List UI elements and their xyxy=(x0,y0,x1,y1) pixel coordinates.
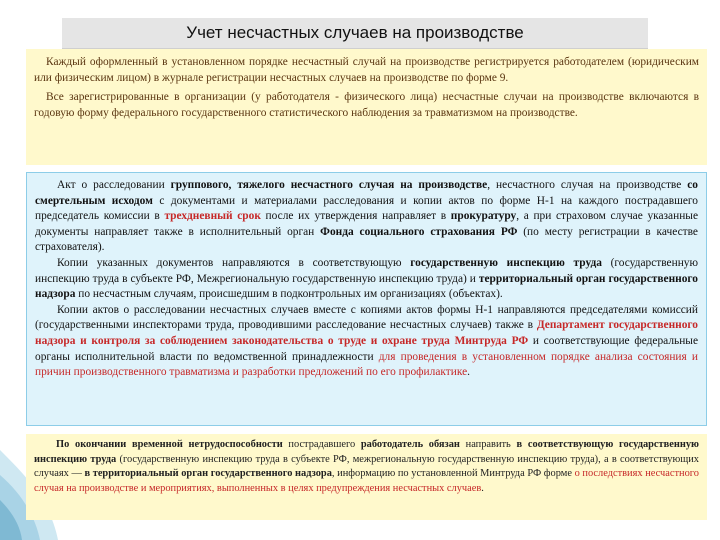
text-segment: , информацию по установленной Минтруда РФ форме xyxy=(331,468,575,480)
emphasis-segment: По окончании временной нетрудоспособности xyxy=(56,439,283,450)
text-segment: (государственную инспекцию труда в субъекте РФ, Межрегиональную государственную инспекцию труда) и xyxy=(35,256,699,285)
emphasis-segment: группового, тяжелого несчастного случая на производстве xyxy=(170,179,488,191)
emphasis-segment: территориальный орган государственного надзора xyxy=(35,272,698,301)
text-segment: Акт о расследовании xyxy=(57,179,171,191)
text-segment: пострадавшего xyxy=(282,439,361,450)
text-segment: , а при страховом случае указанные документы направляет также в исполнительный орган xyxy=(35,210,699,238)
slide-title xyxy=(62,18,648,49)
copies-paragraph xyxy=(35,256,698,303)
emphasis-segment: в территориальный орган государственного надзора xyxy=(84,468,332,480)
text-segment: по несчастным случаям, происшедшим в подконтрольных им организациях (объектах). xyxy=(75,288,503,301)
text-segment: с документами и материалами расследования и копии актов по форме Н-1 на каждого пострадавшего председатель комиссии в xyxy=(35,194,699,223)
slide-title-text: Учет несчастных случаев на производстве xyxy=(186,23,524,42)
investigation-act-box xyxy=(26,172,707,426)
text-segment: Копии актов о расследовании несчастных случаев вместе с копиями актов формы Н-1 направляются председателями комиссий (государственными инспекторами труда, проводившими расследование несчастных случаев) также в xyxy=(35,303,698,332)
text-segment: Копии указанных документов направляются в соответствующую xyxy=(57,256,411,269)
emphasis-segment: прокуратуру xyxy=(450,210,517,223)
text-segment: (по месту регистрации в качестве страхователя). xyxy=(35,225,698,254)
text-segment: после их утверждения направляет в xyxy=(260,210,451,223)
text-segment: и соответствующие федеральные органы исполнительной власти по ведомственной принадлежности xyxy=(35,334,698,363)
statistics-paragraph: Все зарегистрированные в организации (у работодателя - физического лица) несчастные случаи на производстве включаются в годовую форму федерального государственного статистического наблюдения за травматизмом на производстве. xyxy=(34,91,699,119)
red-text-segment: для проведения в установленном порядке анализа состояния и причин производственного травматизма и разработки предложений по его профилактике xyxy=(35,350,698,379)
emphasis-segment: со смертельным исходом xyxy=(35,179,698,207)
disability-end-box xyxy=(26,434,707,520)
red-emphasis-segment: Департамент государственного надзора и контроля за соблюдением законодательства о труде и охране труда Минтруда РФ xyxy=(35,319,698,347)
text-segment: , несчастного случая на производстве xyxy=(487,179,688,191)
text-segment: направить xyxy=(459,439,517,450)
emphasis-segment: государственную инспекцию труда xyxy=(410,256,602,269)
registration-paragraph: Каждый оформленный в установленном порядке несчастный случай на производстве регистрируется работодателем (юридическим или физическим лицом) в журнале регистрации несчастных случаев на производстве по форме 9. xyxy=(34,56,699,84)
text-segment: . xyxy=(467,366,470,379)
disability-paragraph xyxy=(34,438,699,496)
red-text-segment: о последствиях несчастного случая на производстве и мероприятиях, выполненных в целях предупреждения несчастных случаев xyxy=(34,468,699,494)
text-segment: (государственную инспекцию труда в субъекте РФ, межрегиональную государственную инспекцию труда), а в соответствующих случаях — xyxy=(34,453,699,480)
registration-info-box xyxy=(26,49,707,165)
red-emphasis-segment: трехдневный срок xyxy=(164,210,261,223)
emphasis-segment: работодатель обязан xyxy=(360,439,460,450)
text-segment: . xyxy=(481,482,484,494)
department-paragraph xyxy=(35,303,698,381)
emphasis-segment: Фонда социального страхования РФ xyxy=(320,225,518,238)
act-paragraph xyxy=(35,178,698,256)
emphasis-segment: в соответствующую государственную инспекцию труда xyxy=(34,439,699,465)
